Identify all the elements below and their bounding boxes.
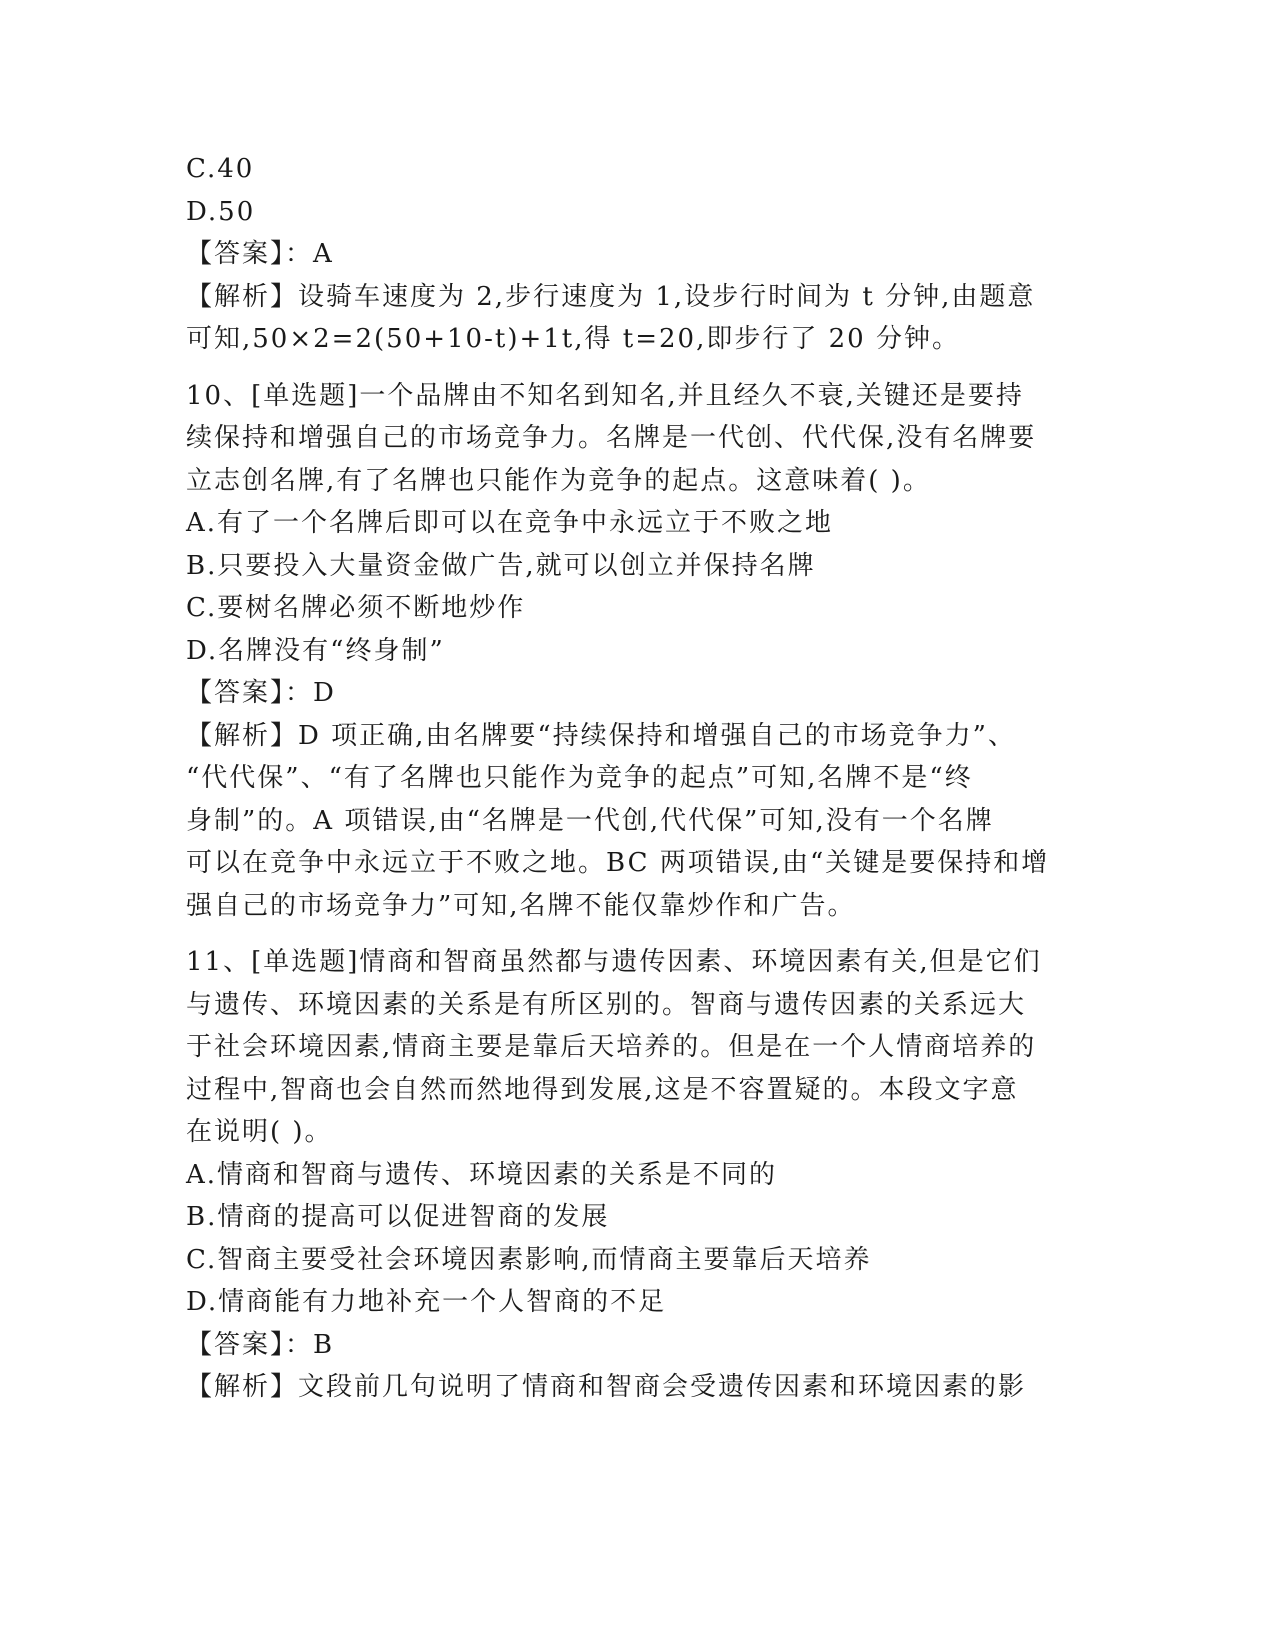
option-d: D.50: [186, 196, 256, 227]
option-d: D.情商能有力地补充一个人智商的不足: [186, 1287, 667, 1317]
question-stem-line: 立志创名牌,有了名牌也只能作为竞争的起点。这意味着( )。: [186, 465, 931, 496]
option-c: C.40: [186, 154, 255, 184]
analysis-line: 【解析】D 项正确,由名牌要“持续保持和增强自己的市场竞争力”、: [186, 720, 1016, 751]
question-stem-line: 与遗传、环境因素的关系是有所区别的。智商与遗传因素的关系远大: [186, 989, 1027, 1020]
answer-line: 【答案】：A: [186, 239, 334, 269]
question-stem-line: 10、[单选题]一个品牌由不知名到知名,并且经久不衰,关键还是要持: [186, 380, 1024, 411]
option-d: D.名牌没有“终身制”: [186, 635, 445, 666]
option-c: C.智商主要受社会环境因素影响,而情商主要靠后天培养: [186, 1244, 872, 1275]
analysis-line: 可以在竞争中永远立于不败之地。BC 两项错误,由“关键是要保持和增: [186, 848, 1050, 878]
question-stem-line: 11、[单选题]情商和智商虽然都与遗传因素、环境因素有关,但是它们: [186, 947, 1042, 977]
analysis-line: “代代保”、“有了名牌也只能作为竞争的起点”可知,名牌不是“终: [186, 763, 973, 793]
question-stem-line: 于社会环境因素,情商主要是靠后天培养的。但是在一个人情商培养的: [186, 1032, 1037, 1062]
question-stem-line: 过程中,智商也会自然而然地得到发展,这是不容置疑的。本段文字意: [186, 1074, 1019, 1105]
option-a: A.有了一个名牌后即可以在竞争中永远立于不败之地: [186, 508, 834, 538]
question-11: [186, 941, 1086, 1409]
question-stem-line: 在说明( )。: [186, 1117, 333, 1147]
option-b: B.情商的提高可以促进智商的发展: [186, 1202, 610, 1232]
question-stem-line: 续保持和增强自己的市场竞争力。名牌是一代创、代代保,没有名牌要: [186, 423, 1037, 453]
analysis-line: 可知,50×2=2(50+10-t)+1t,得 t=20,即步行了 20 分钟。: [186, 324, 960, 354]
analysis-line: 强自己的市场竞争力”可知,名牌不能仅靠炒作和广告。: [186, 890, 856, 921]
option-a: A.情商和智商与遗传、环境因素的关系是不同的: [186, 1159, 778, 1190]
analysis-line: 身制”的。A 项错误,由“名牌是一代创,代代保”可知,没有一个名牌: [186, 805, 994, 836]
question-9-tail: [186, 148, 1086, 361]
analysis-line: 【解析】文段前几句说明了情商和智商会受遗传因素和环境因素的影: [186, 1372, 1027, 1402]
question-10: [186, 375, 1086, 928]
analysis-line: 【解析】设骑车速度为 2,步行速度为 1,设步行时间为 t 分钟,由题意: [186, 281, 1036, 312]
option-b: B.只要投入大量资金做广告,就可以创立并保持名牌: [186, 550, 816, 581]
answer-line: 【答案】：D: [186, 678, 336, 708]
document-content: [186, 148, 1086, 1409]
option-c: C.要树名牌必须不断地炒作: [186, 593, 526, 623]
answer-line: 【答案】：B: [186, 1329, 335, 1360]
